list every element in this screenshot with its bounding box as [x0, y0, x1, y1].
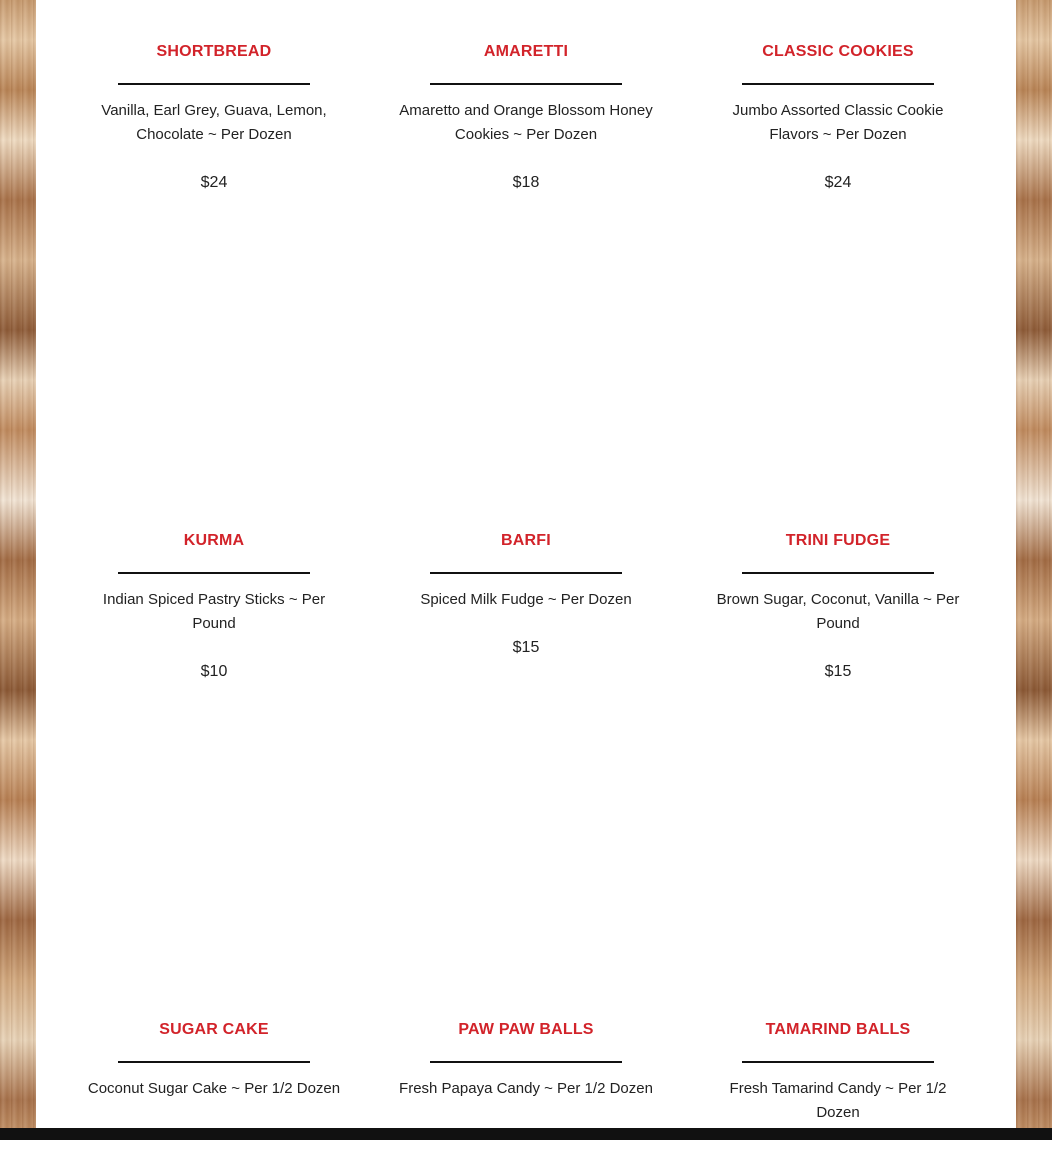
item-description: Amaretto and Orange Blossom Honey Cookies ~ Per Dozen: [399, 102, 653, 143]
wood-background-right: [1016, 0, 1052, 1140]
menu-item-shortbread: [58, 40, 370, 195]
title-divider: [430, 572, 622, 574]
title-divider: [430, 83, 622, 85]
menu-content: [36, 0, 1016, 1128]
item-price: $10: [200, 663, 228, 680]
item-title: SHORTBREAD: [156, 43, 272, 60]
item-description: Jumbo Assorted Classic Cookie Flavors ~ Per Dozen: [732, 102, 944, 143]
item-price: $15: [512, 639, 540, 656]
menu-item-trini-fudge: [682, 529, 994, 684]
title-divider: [118, 83, 310, 85]
wood-background-left: [0, 0, 36, 1140]
menu-item-amaretti: [370, 40, 682, 195]
item-price: $24: [824, 174, 852, 191]
item-price: $24: [200, 174, 228, 191]
item-title: PAW PAW BALLS: [458, 1021, 594, 1038]
menu-item-classic-cookies: [682, 40, 994, 195]
item-title: KURMA: [183, 532, 245, 549]
title-divider: [118, 1061, 310, 1063]
item-title: CLASSIC COOKIES: [762, 43, 914, 60]
item-description: Brown Sugar, Coconut, Vanilla ~ Per Pound: [716, 591, 960, 632]
title-divider: [430, 1061, 622, 1063]
item-price: $15: [824, 663, 852, 680]
item-description: Coconut Sugar Cake ~ Per 1/2 Dozen: [87, 1080, 341, 1097]
bottom-bar: [0, 1128, 1052, 1140]
title-divider: [742, 83, 934, 85]
title-divider: [742, 572, 934, 574]
item-description: Spiced Milk Fudge ~ Per Dozen: [420, 591, 632, 608]
item-title: SUGAR CAKE: [159, 1021, 269, 1038]
menu-item-sugar-cake: [58, 1018, 370, 1125]
menu-item-barfi: [370, 529, 682, 660]
item-description: Fresh Tamarind Candy ~ Per 1/2 Dozen: [729, 1080, 947, 1121]
item-title: TRINI FUDGE: [785, 532, 891, 549]
item-description: Vanilla, Earl Grey, Guava, Lemon, Chocolate ~ Per Dozen: [101, 102, 327, 143]
item-description: Fresh Papaya Candy ~ Per 1/2 Dozen: [399, 1080, 653, 1097]
item-description: Indian Spiced Pastry Sticks ~ Per Pound: [102, 591, 326, 632]
item-title: BARFI: [501, 532, 551, 549]
item-price: $18: [512, 174, 540, 191]
title-divider: [118, 572, 310, 574]
menu-item-kurma: [58, 529, 370, 684]
item-title: AMARETTI: [483, 43, 569, 60]
menu-item-paw-paw-balls: [370, 1018, 682, 1125]
item-title: TAMARIND BALLS: [765, 1021, 911, 1038]
title-divider: [742, 1061, 934, 1063]
